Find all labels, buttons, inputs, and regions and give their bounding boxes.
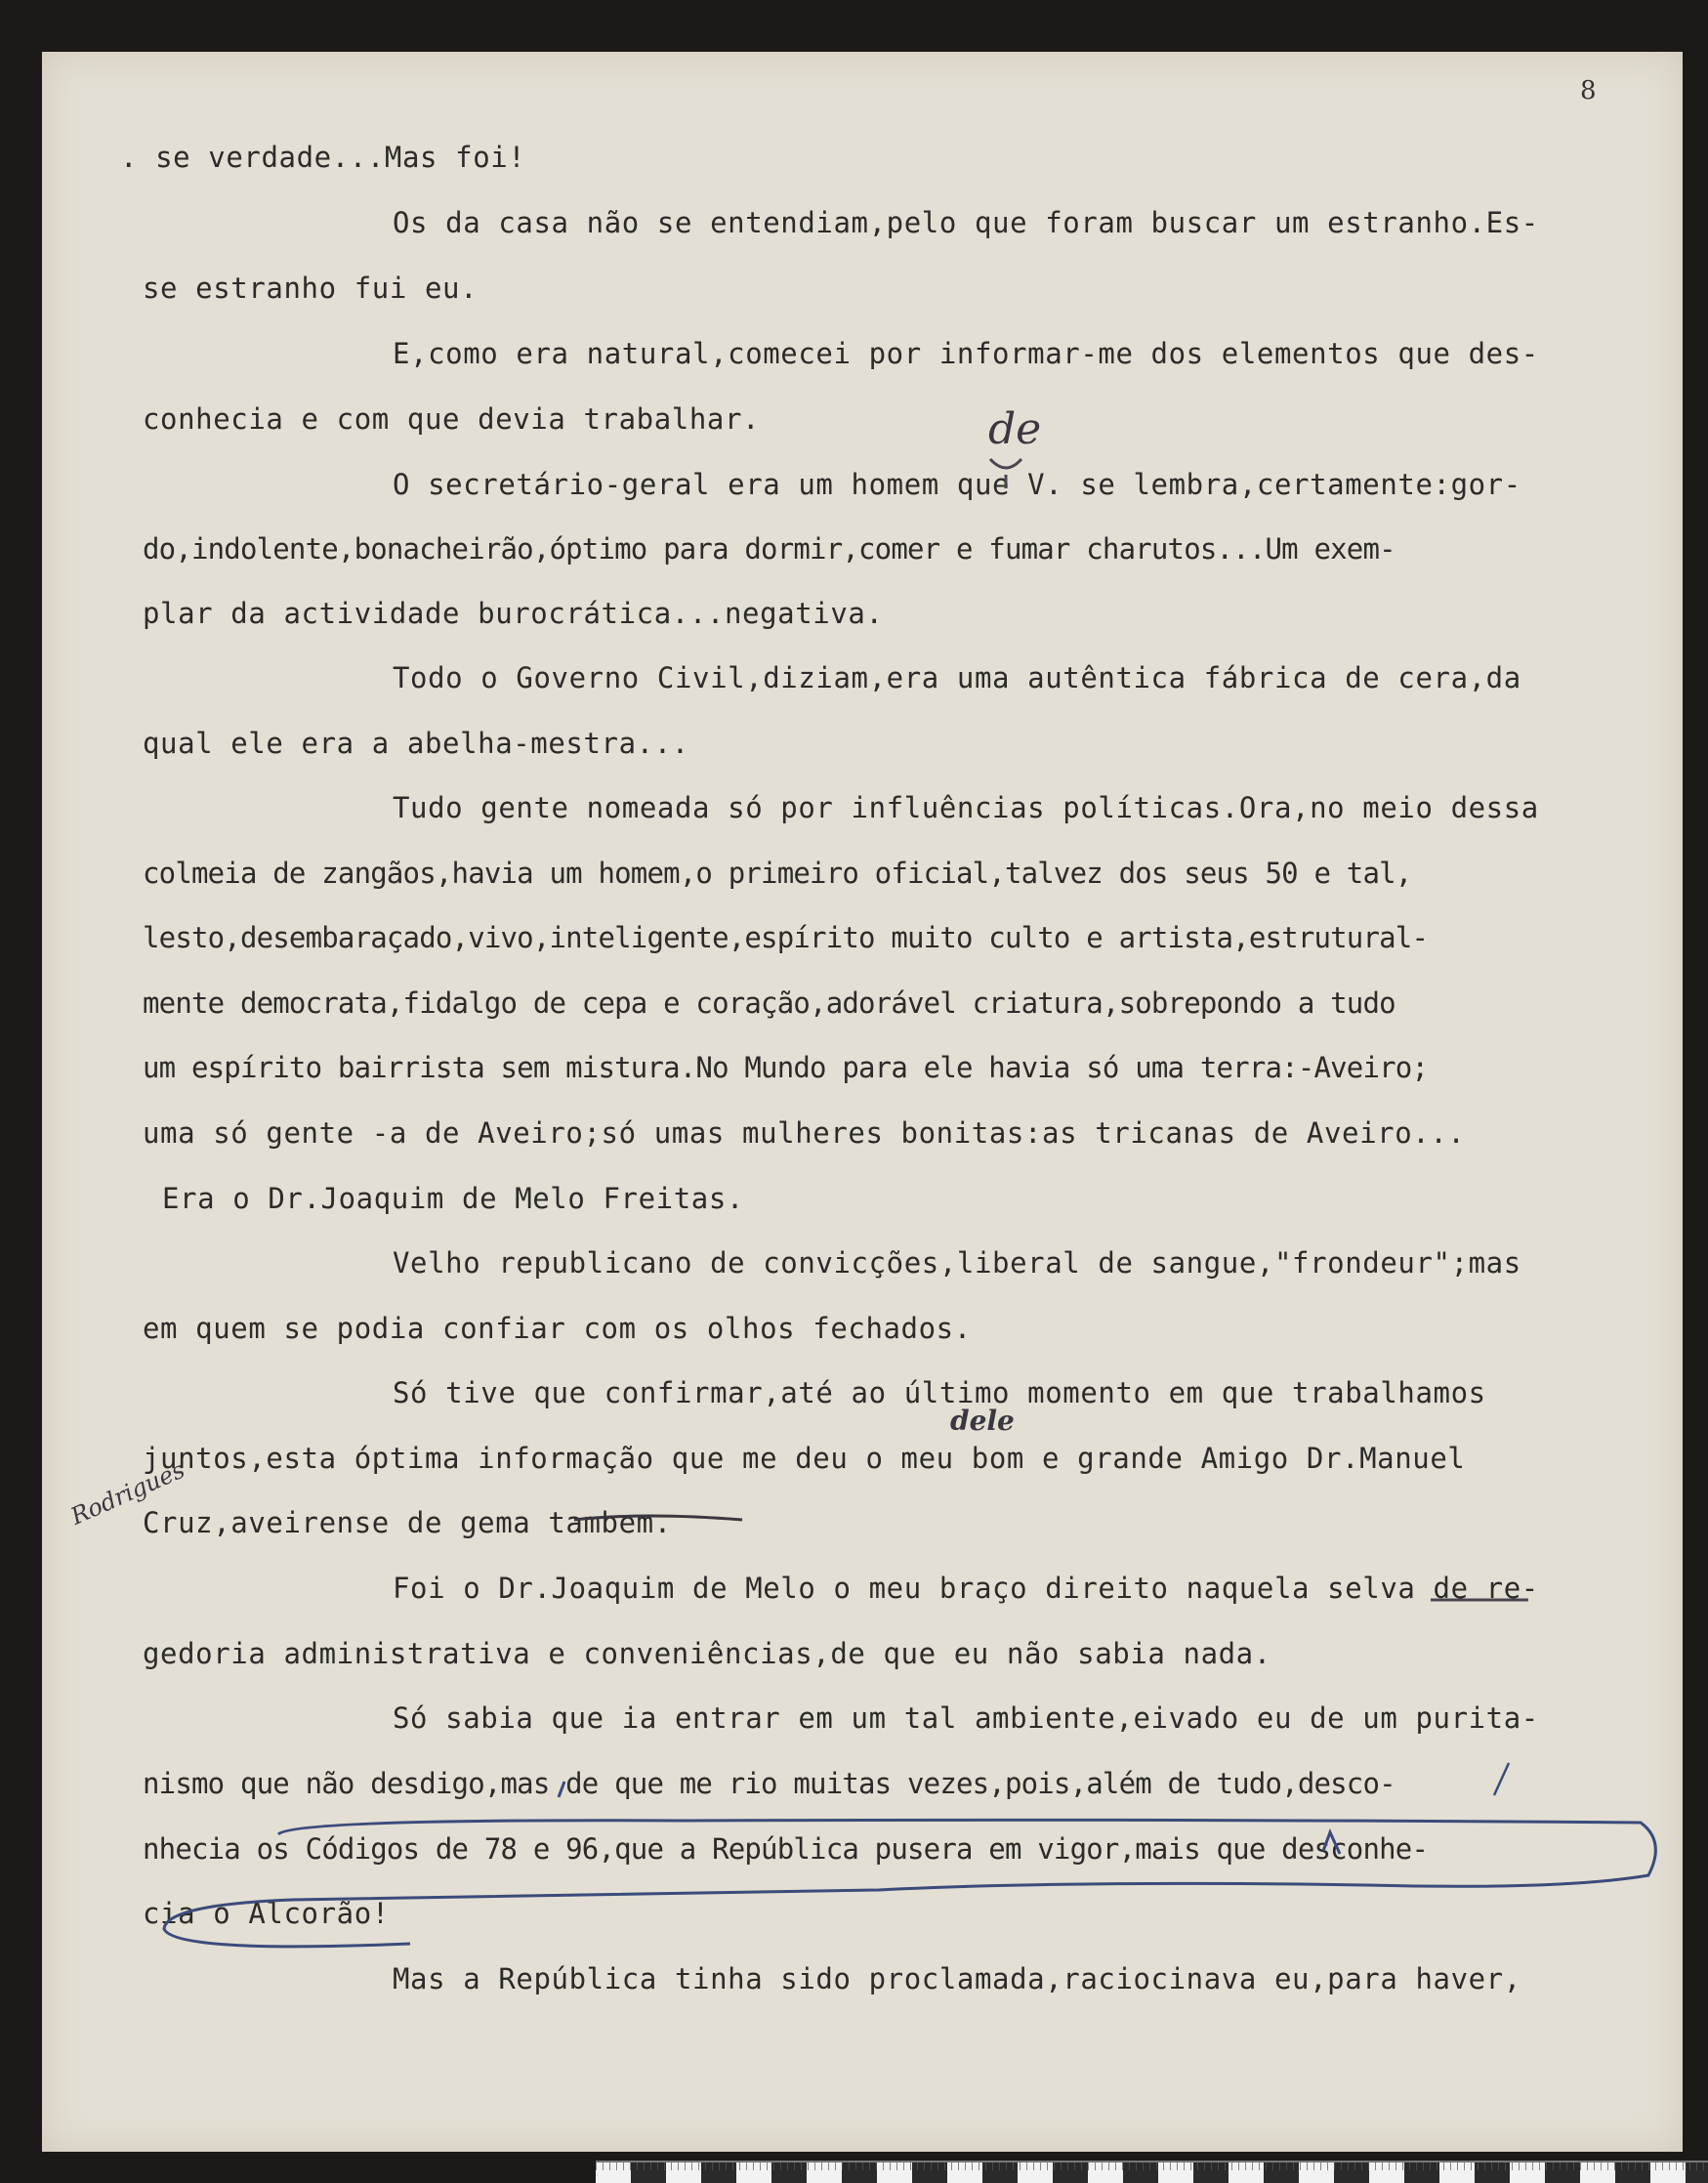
text-line: Velho republicano de convicções,liberal de sangue,"frondeur";mas [393, 1246, 1521, 1280]
handwritten-insert-de: de [988, 404, 1042, 454]
text-line: gedoria administrativa e conveniências,de que eu não sabia nada. [143, 1637, 1271, 1670]
handwritten-insert-dele: dele [950, 1405, 1015, 1437]
text-line: plar da actividade burocrática...negativa. [143, 597, 884, 630]
text-line: Era o Dr.Joaquim de Melo Freitas. [162, 1182, 744, 1215]
text-line: do,indolente,bonacheirão,óptimo para dormir,comer e fumar charutos...Um exem- [143, 532, 1396, 566]
text-line: nhecia os Códigos de 78 e 96,que a República pusera em vigor,mais que desconhe- [143, 1832, 1429, 1866]
text-line: mente democrata,fidalgo de cepa e coração,adorável criatura,sobrepondo a tudo [143, 987, 1396, 1020]
text-line: Foi o Dr.Joaquim de Melo o meu braço direito naquela selva de re- [393, 1572, 1539, 1605]
text-line: Todo o Governo Civil,diziam,era uma autêntica fábrica de cera,da [393, 661, 1521, 694]
text-line: qual ele era a abelha-mestra... [143, 727, 689, 760]
text-line: em quem se podia confiar com os olhos fechados. [143, 1312, 972, 1345]
text-line: cia o Alcorão! [143, 1897, 390, 1930]
text-line: . se verdade...Mas foi! [120, 141, 526, 174]
text-line: conhecia e com que devia trabalhar. [143, 402, 761, 436]
page-number: 8 [1580, 76, 1597, 105]
text-line: Só sabia que ia entrar em um tal ambiente,eivado eu de um purita- [393, 1701, 1539, 1735]
text-line: Mas a República tinha sido proclamada,raciocinava eu,para haver, [393, 1962, 1521, 1995]
text-line: Os da casa não se entendiam,pelo que foram buscar um estranho.Es- [393, 206, 1539, 239]
text-line: nismo que não desdigo,mas de que me rio muitas vezes,pois,além de tudo,desco- [143, 1767, 1396, 1800]
text-line: colmeia de zangãos,havia um homem,o primeiro oficial,talvez dos seus 50 e tal, [143, 857, 1412, 890]
text-line: Só tive que confirmar,até ao último momento em que trabalhamos [393, 1376, 1486, 1409]
text-line: uma só gente -a de Aveiro;só umas mulheres bonitas:as tricanas de Aveiro... [143, 1116, 1466, 1150]
text-line: juntos,esta óptima informação que me deu o meu bom e grande Amigo Dr.Manuel [143, 1442, 1466, 1475]
text-line: E,como era natural,comecei por informar-me dos elementos que des- [393, 337, 1539, 370]
text-line: O secretário-geral era um homem que V. se lembra,certamente:gor- [393, 468, 1521, 501]
handwritten-margin-name: Rodrigues [66, 1455, 189, 1531]
text-line: lesto,desembaraçado,vivo,inteligente,espírito muito culto e artista,estrutural- [143, 921, 1429, 954]
text-line: Tudo gente nomeada só por influências políticas.Ora,no meio dessa [393, 791, 1539, 824]
text-line: se estranho fui eu. [143, 272, 479, 305]
scale-ruler-ticks [596, 2162, 1708, 2170]
text-line: um espírito bairrista sem mistura.No Mundo para ele havia só uma terra:-Aveiro; [143, 1051, 1429, 1084]
text-line: Cruz,aveirense de gema tambem. [143, 1506, 672, 1539]
